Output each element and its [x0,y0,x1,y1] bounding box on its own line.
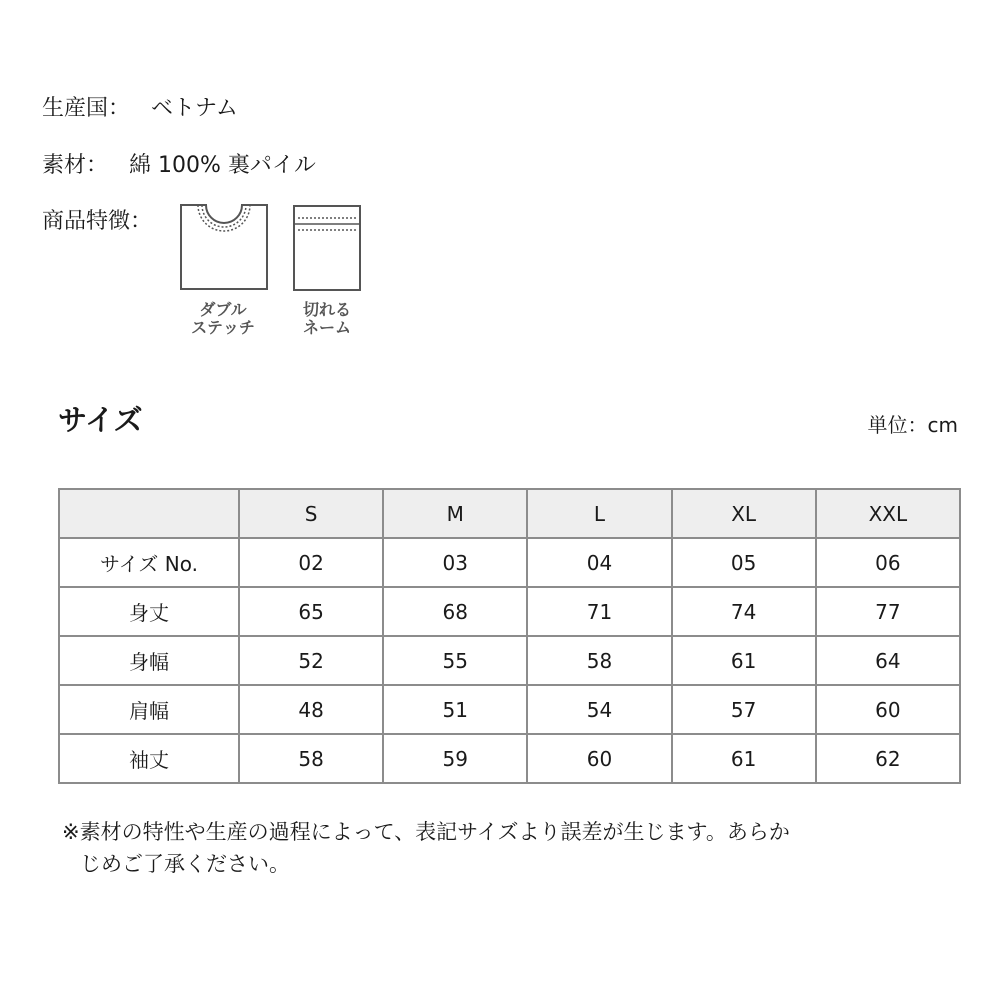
table-cell: 65 [239,587,383,636]
table-cell: 58 [527,636,671,685]
column-header: XXL [816,489,960,538]
table-cell: 61 [672,734,816,783]
table-cell: 60 [816,685,960,734]
table-cell: 06 [816,538,960,587]
table-cell: 51 [383,685,527,734]
row-label: 身丈 [59,587,239,636]
disclaimer-note [62,816,962,880]
material-row [42,152,316,180]
table-cell: 71 [527,587,671,636]
table-row [59,636,960,685]
header-blank-cell [59,489,239,538]
table-cell: 61 [672,636,816,685]
origin-row [42,95,238,123]
note-line-2: じめご了承ください。 [80,852,290,876]
features-label: 商品特徴： [42,209,153,234]
table-cell: 55 [383,636,527,685]
table-row [59,734,960,783]
table-cell: 52 [239,636,383,685]
column-header: M [383,489,527,538]
double-stitch-collar-icon [178,203,270,293]
table-cell: 74 [672,587,816,636]
size-table [58,488,961,784]
row-label: 袖丈 [59,734,239,783]
column-header: L [527,489,671,538]
column-header: S [239,489,383,538]
tear-away-label-icon [292,204,362,292]
table-cell: 03 [383,538,527,587]
table-cell: 77 [816,587,960,636]
feature-caption-tear-away-label: 切れる ネーム [302,300,351,337]
table-cell: 68 [383,587,527,636]
note-line-1: ※素材の特性や生産の過程によって、表記サイズより誤差が生じます。あらか [62,820,790,844]
table-cell: 60 [527,734,671,783]
table-cell: 02 [239,538,383,587]
table-cell: 54 [527,685,671,734]
table-cell: 04 [527,538,671,587]
table-cell: 05 [672,538,816,587]
row-label: 肩幅 [59,685,239,734]
origin-value: ベトナム [151,96,238,121]
table-row [59,685,960,734]
row-label: サイズ No. [59,538,239,587]
table-header-row [59,489,960,538]
row-label: 身幅 [59,636,239,685]
table-cell: 64 [816,636,960,685]
table-cell: 57 [672,685,816,734]
table-cell: 59 [383,734,527,783]
feature-caption-double-stitch: ダブル ステッチ [191,300,255,337]
table-row [59,587,960,636]
unit-label: 単位：cm [867,413,958,437]
table-cell: 48 [239,685,383,734]
features-row [42,208,152,236]
table-row [59,538,960,587]
material-label: 素材： [42,153,109,178]
material-value: 綿 100% 裏パイル [129,153,316,178]
column-header: XL [672,489,816,538]
table-cell: 62 [816,734,960,783]
size-section-title: サイズ [58,403,143,437]
origin-label: 生産国： [42,96,131,121]
table-cell: 58 [239,734,383,783]
